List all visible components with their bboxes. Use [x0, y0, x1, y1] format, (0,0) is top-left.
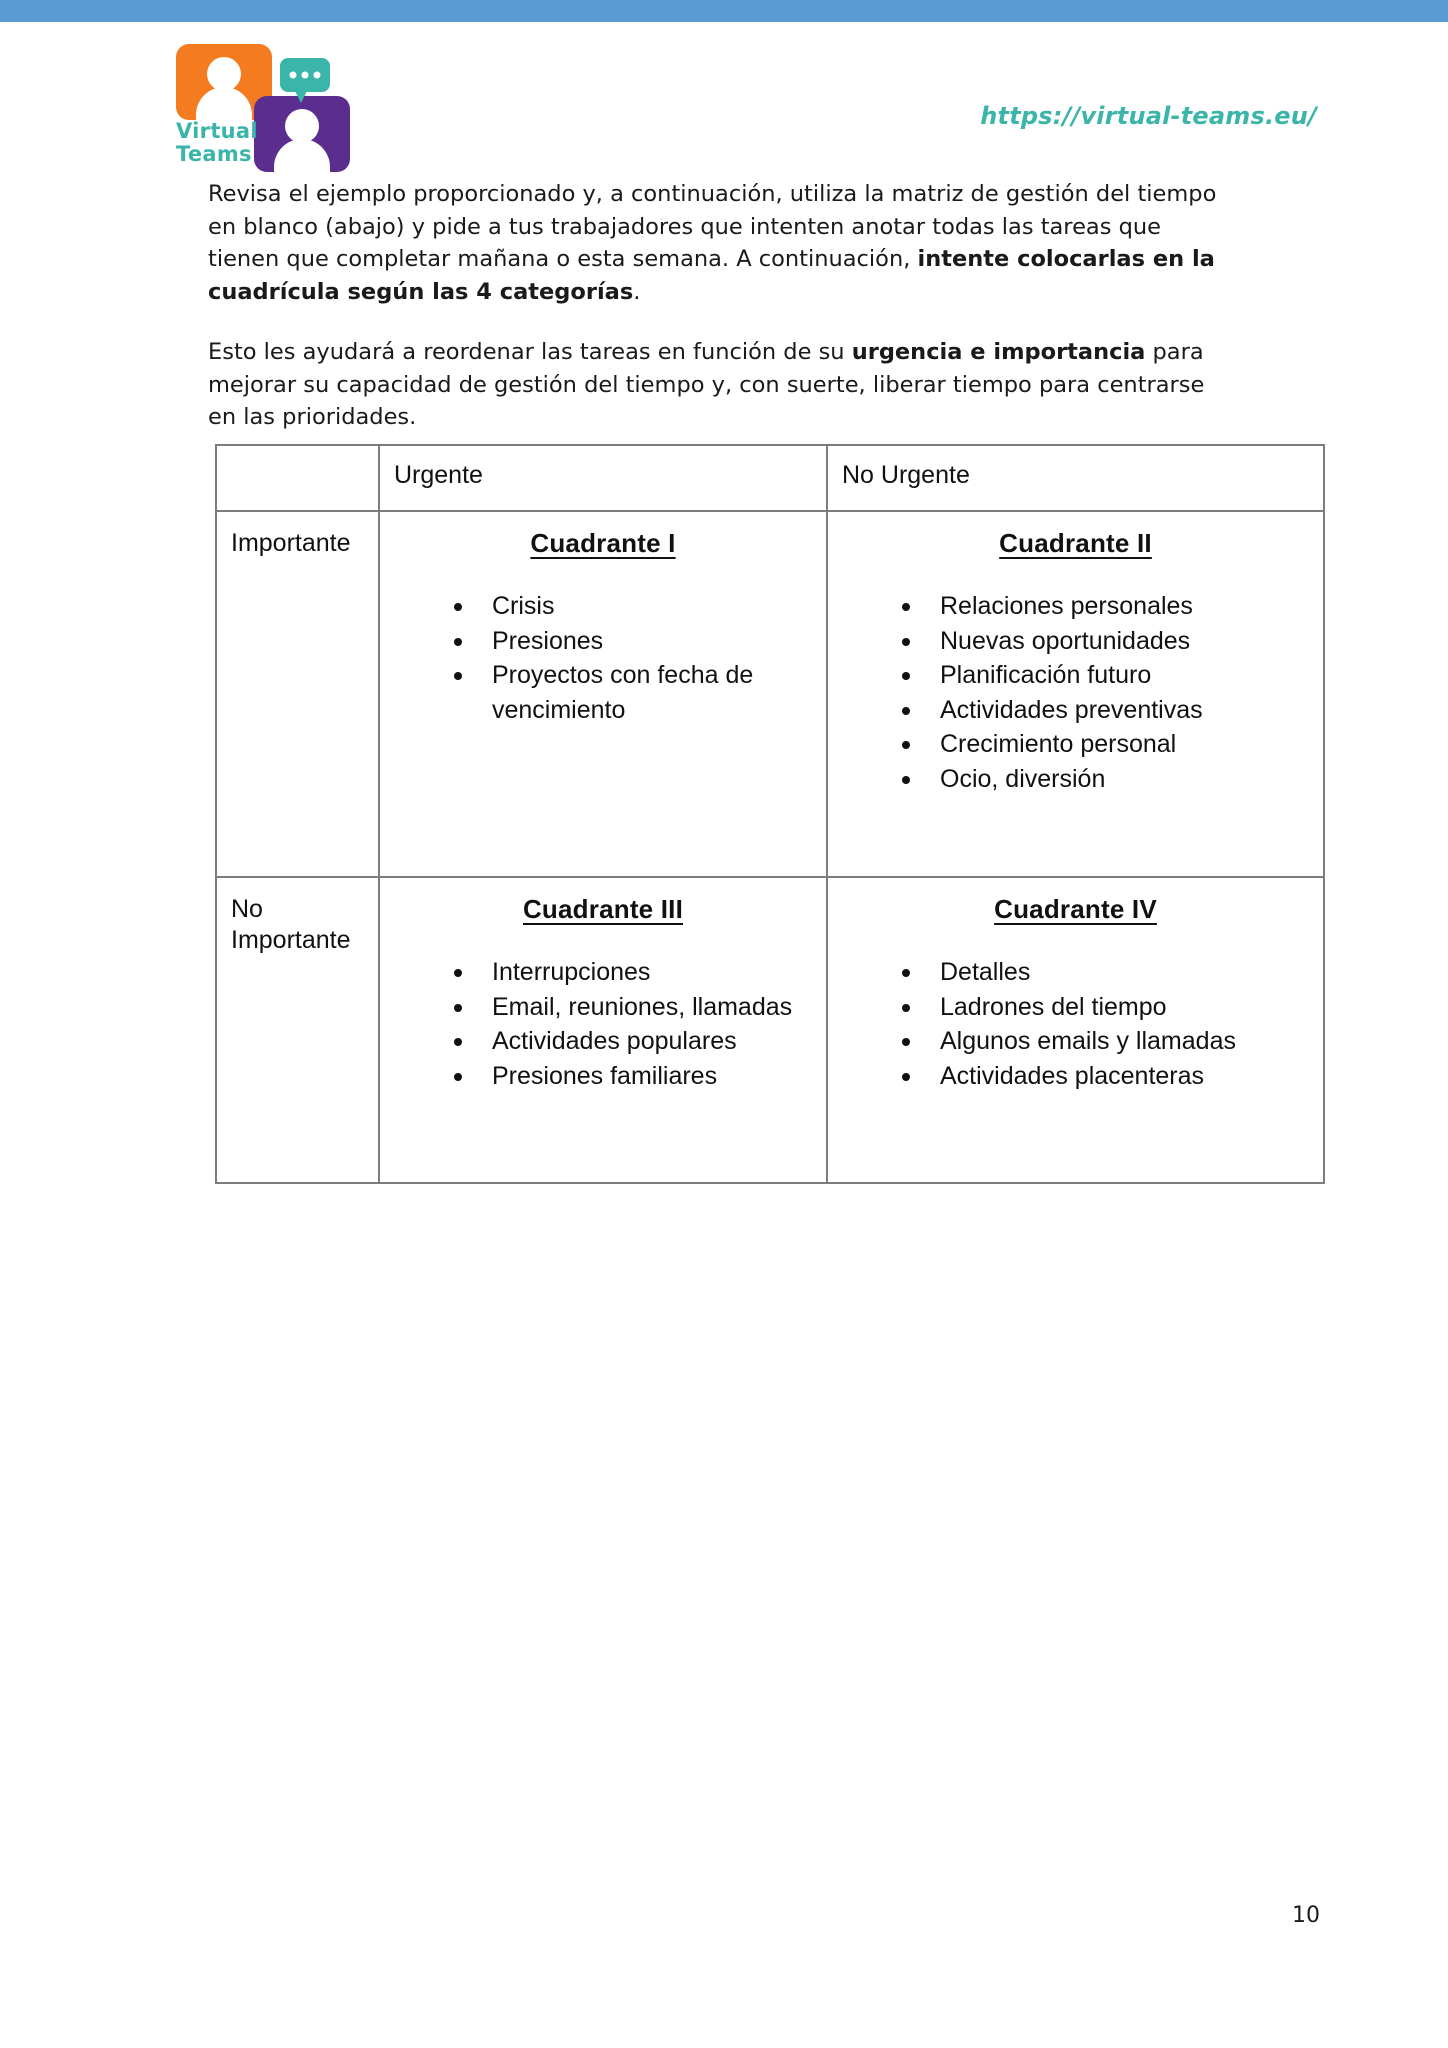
list-item: Interrupciones: [450, 955, 808, 990]
row-label-line2: Importante: [231, 926, 351, 954]
site-url-link[interactable]: https://virtual-teams.eu/: [980, 102, 1317, 130]
matrix-cell-quadrant-4: [827, 877, 1324, 1183]
matrix-corner-cell: [216, 445, 379, 511]
column-header-label: Urgente: [394, 461, 483, 489]
quadrant-4: [828, 878, 1323, 1093]
quadrant-title: Cuadrante I: [530, 528, 676, 558]
list-item: Ladrones del tiempo: [898, 990, 1305, 1025]
paragraph2-bold1: urgencia e importancia: [851, 339, 1146, 365]
paragraph1-bold1: intente colocarlas en la cuadrícula según las 4 categorías: [208, 246, 1215, 305]
row-header-label: [217, 512, 378, 559]
logo-purple-card-icon: [254, 96, 350, 172]
matrix-row-importante: [216, 511, 1324, 877]
row-label-line1: No: [231, 895, 263, 923]
paragraph2-part2: para mejorar su capacidad de gestión del tiempo y, con suerte, liberar tiempo para centrarse en las prioridades.: [208, 339, 1205, 430]
row-header-label: [217, 878, 378, 956]
person-head-icon: [285, 109, 319, 143]
matrix-header-urgente: [379, 445, 827, 511]
matrix-header-row: [216, 445, 1324, 511]
chat-bubble-tail-icon: [294, 89, 308, 103]
list-item: Crisis: [450, 589, 808, 624]
quadrant-1-list: [398, 589, 808, 727]
column-header-label: No Urgente: [842, 461, 970, 489]
paragraph1-part2: .: [633, 278, 641, 305]
matrix-row-no-importante: [216, 877, 1324, 1183]
list-item: Algunos emails y llamadas: [898, 1024, 1305, 1059]
person-body-icon: [196, 87, 252, 120]
paragraph2-part1: Esto les ayudará a reordenar las tareas en función de su: [208, 339, 852, 365]
matrix-cell-quadrant-2: [827, 511, 1324, 877]
list-item: Planificación futuro: [898, 658, 1305, 693]
body-content: [208, 178, 1230, 462]
matrix-table: [215, 444, 1325, 1184]
list-item: Actividades placenteras: [898, 1059, 1305, 1094]
chat-bubble-icon: [280, 58, 330, 92]
page-header: [0, 22, 1448, 172]
paragraph-benefit: [208, 336, 1230, 434]
row-label-line1: Importante: [231, 529, 351, 557]
page-number: 10: [1292, 1903, 1320, 1928]
list-item: Proyectos con fecha de vencimiento: [450, 658, 808, 727]
person-head-icon: [207, 57, 241, 91]
quadrant-2-list: [846, 589, 1305, 796]
list-item: Actividades preventivas: [898, 693, 1305, 728]
matrix-cell-quadrant-1: [379, 511, 827, 877]
person-body-icon: [274, 139, 330, 172]
list-item: Ocio, diversión: [898, 762, 1305, 797]
time-management-matrix: [215, 444, 1323, 1184]
list-item: Presiones: [450, 624, 808, 659]
top-decorative-bar: [0, 0, 1448, 22]
quadrant-3: [380, 878, 826, 1093]
list-item: Nuevas oportunidades: [898, 624, 1305, 659]
list-item: Presiones familiares: [450, 1059, 808, 1094]
quadrant-title: Cuadrante III: [522, 894, 684, 924]
list-item: Detalles: [898, 955, 1305, 990]
matrix-header-no-urgente: [827, 445, 1324, 511]
quadrant-2: [828, 512, 1323, 796]
paragraph1-part1: Revisa el ejemplo proporcionado y, a continuación, utiliza la matriz de gestión del tiempo en blanco (abajo) y pide a tus trabajadores que intenten anotar todas las tareas que tienen que completar mañana o esta semana. A continuación,: [208, 181, 1217, 272]
quadrant-3-list: [398, 955, 808, 1093]
quadrant-title: Cuadrante IV: [994, 894, 1157, 924]
list-item: Relaciones personales: [898, 589, 1305, 624]
list-item: Crecimiento personal: [898, 727, 1305, 762]
logo-wordmark: [176, 120, 256, 166]
matrix-cell-quadrant-3: [379, 877, 827, 1183]
logo-wordmark-line1: Virtual: [176, 119, 258, 143]
logo-wordmark-line2: Teams: [176, 142, 252, 166]
paragraph-instructions: [208, 178, 1230, 308]
quadrant-1: [380, 512, 826, 727]
list-item: Email, reuniones, llamadas: [450, 990, 808, 1025]
virtual-teams-logo: [176, 44, 356, 166]
matrix-corner-label: [217, 446, 378, 460]
row-header-importante: [216, 511, 379, 877]
list-item: Actividades populares: [450, 1024, 808, 1059]
quadrant-4-list: [846, 955, 1305, 1093]
row-header-no-importante: [216, 877, 379, 1183]
quadrant-title: Cuadrante II: [999, 528, 1152, 558]
ellipsis-dots-icon: [290, 72, 321, 79]
